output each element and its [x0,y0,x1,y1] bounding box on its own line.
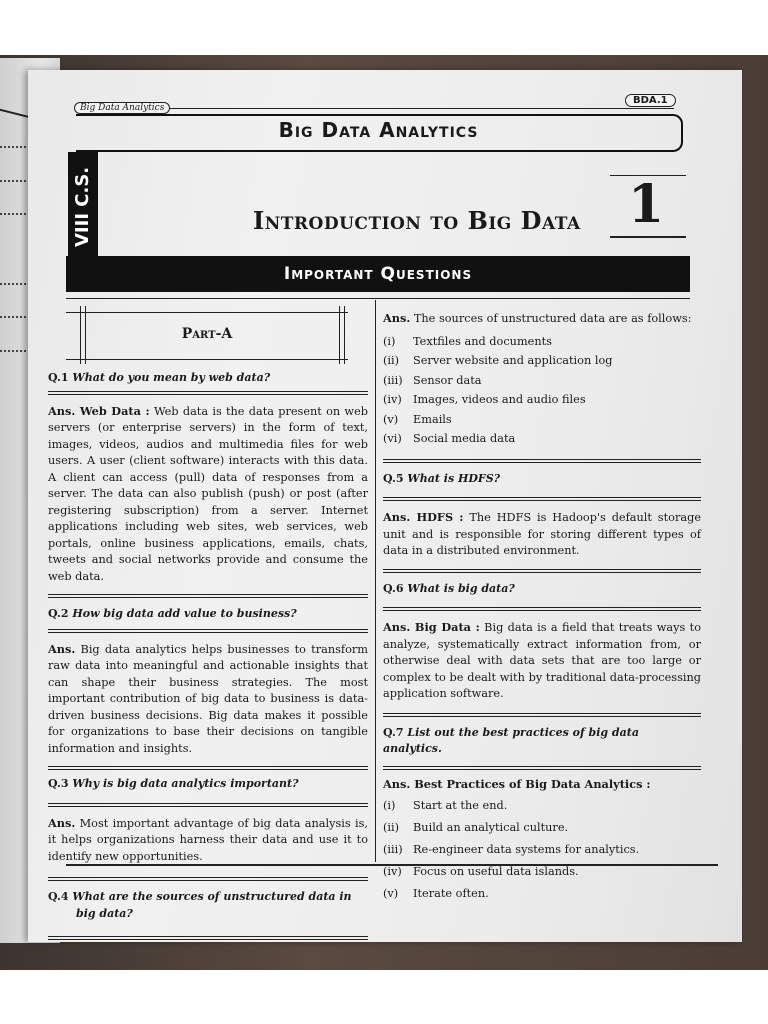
question-rule [383,459,701,463]
list-item [383,839,701,861]
list-item-text: Iterate often. [413,887,489,900]
question-2 [48,606,368,623]
chapter-number-rule-bottom [610,236,686,238]
answer-4-intro [383,310,701,328]
list-item-text: Build an analytical culture. [413,821,569,834]
question-rule [48,391,368,395]
question-text: How big data add value to business? [72,607,297,620]
list-item [383,332,701,352]
question-number: Q.3 [48,777,69,790]
answer-body: The HDFS is Hadoop's default storage unit and is responsible for storing different types of data in a distributed environment. [383,511,701,557]
question-number: Q.4 [48,890,69,903]
section-bar: Important Questions [66,256,690,292]
question-rule [383,766,701,770]
answer-6 [383,619,701,703]
left-column [48,370,368,940]
list-item [383,351,701,371]
question-text: List out the best practices of big data analytics. [383,725,639,755]
book-page [28,70,742,942]
question-text: Why is big data analytics important? [72,777,299,790]
list-item-number: (i) [383,799,396,812]
list-item-number: (ii) [383,821,400,834]
question-number: Q.6 [383,581,404,595]
list-item-text: Images, videos and audio files [413,393,586,406]
chapter-title: Introduction to Big Data [253,206,581,235]
question-rule [48,594,368,598]
list-item [383,817,701,839]
answer-body: Web data is the data present on web servers (or enterprise servers) in the form of text, images, videos, audios and multimedia files for web users. A user (client software) interacts with this data. A client can access (pull) data of responses from a server. The data can also publish (push) or post (after registering subscription) from a server. Internet applications including web sites, web services, web portals, online business applications, emails, chats, tweets and social networks provide and consume the web data. [48,404,369,583]
list-item-text: Server website and application log [413,354,613,367]
list-item-number: (v) [383,887,399,900]
question-number: Q.7 [383,725,404,739]
semester-label: VIII C.S. [68,152,98,262]
list-item-text: Start at the end. [413,799,508,812]
list-item-number: (iii) [383,843,403,856]
list-item-number: (v) [383,412,399,426]
question-4 [48,889,368,922]
right-column [383,310,701,905]
question-rule [48,629,368,633]
list-item-text: Social media data [413,432,516,445]
answer-body: Big data is a field that treats ways to analyze, systematically extract information from, or otherwise deal with data sets that are too large or complex to be dealt with by traditional data-processing application software. [383,621,702,700]
list-item-text: Re-engineer data systems for analytics. [413,843,640,856]
question-rule [383,607,701,611]
answer-body: Big data analytics helps businesses to transform raw data into meaningful and actionable insights that can shape their business strategies. The most important contribution of big data to business is data-driven business decisions. Big data makes it possible for organizations to base their decisions on tangible information and insights. [48,642,369,755]
answer-lead: Ans. [48,641,76,656]
facing-page-dots [0,213,30,215]
question-number: Q.2 [48,607,69,620]
list-item [383,371,701,391]
question-rule [48,766,368,770]
question-7 [383,725,701,758]
answer-lead: Ans. [48,815,76,830]
list-item-number: (ii) [383,354,400,367]
answer-2 [48,641,368,758]
list-item-text: Emails [413,412,452,426]
answer-body: Most important advantage of big data analysis is, it helps organizations harness their data and use it to identify new opportunities. [48,816,368,863]
question-5 [383,471,701,488]
question-rule [48,936,368,940]
question-text: What is HDFS? [407,471,501,485]
list-item-number: (iv) [383,393,402,406]
answer-lead: Ans. Web Data : [48,403,150,418]
answer-7-lead: Ans. Best Practices of Big Data Analytics : [383,776,651,791]
question-text: What is big data? [407,581,515,595]
question-rule [48,877,368,881]
section-bar-rule [66,298,690,299]
list-item [383,795,701,817]
answer-5 [383,509,701,560]
question-rule [383,569,701,573]
question-text: What are the sources of unstructured data in big data? [72,890,352,920]
book-tag: Big Data Analytics [74,102,170,114]
answer-lead: Ans. [383,311,411,325]
answer-lead: Ans. Big Data : [383,620,480,634]
answer-body: The sources of unstructured data are as follows: [413,312,692,325]
part-title: Part-A [181,326,233,342]
question-rule [48,803,368,807]
list-item [383,410,701,430]
question-number: Q.5 [383,471,404,485]
answer-3 [48,815,368,866]
facing-page-dots [0,180,30,182]
list-item-number: (i) [383,334,396,348]
page-bottom-rule [66,864,718,866]
chapter-number: 1 [628,174,665,235]
list-item-number: (iii) [383,373,403,387]
page-code: BDA.1 [625,94,676,107]
list-item-number: (vi) [383,432,402,445]
list-item-text: Sensor data [413,373,482,387]
list-item [383,883,701,905]
question-1 [48,370,368,387]
question-rule [383,497,701,501]
facing-page-dots [0,146,30,148]
unstructured-sources-list [383,332,701,449]
question-rule [383,713,701,717]
question-number: Q.1 [48,371,69,384]
column-divider [375,300,376,862]
facing-page-dots [0,283,30,285]
list-item-text: Focus on useful data islands. [413,865,579,878]
list-item-text: Textfiles and documents [413,334,552,348]
question-6 [383,581,701,598]
question-3 [48,776,368,793]
facing-page-dots [0,316,30,318]
answer-1 [48,403,368,586]
list-item [383,429,701,449]
answer-lead: Ans. HDFS : [383,510,464,524]
list-item [383,390,701,410]
list-item-number: (iv) [383,865,402,878]
facing-page-dots [0,350,30,352]
question-text: What do you mean by web data? [72,371,271,384]
subject-title: Big Data Analytics [278,118,479,142]
best-practices-list [383,795,701,905]
